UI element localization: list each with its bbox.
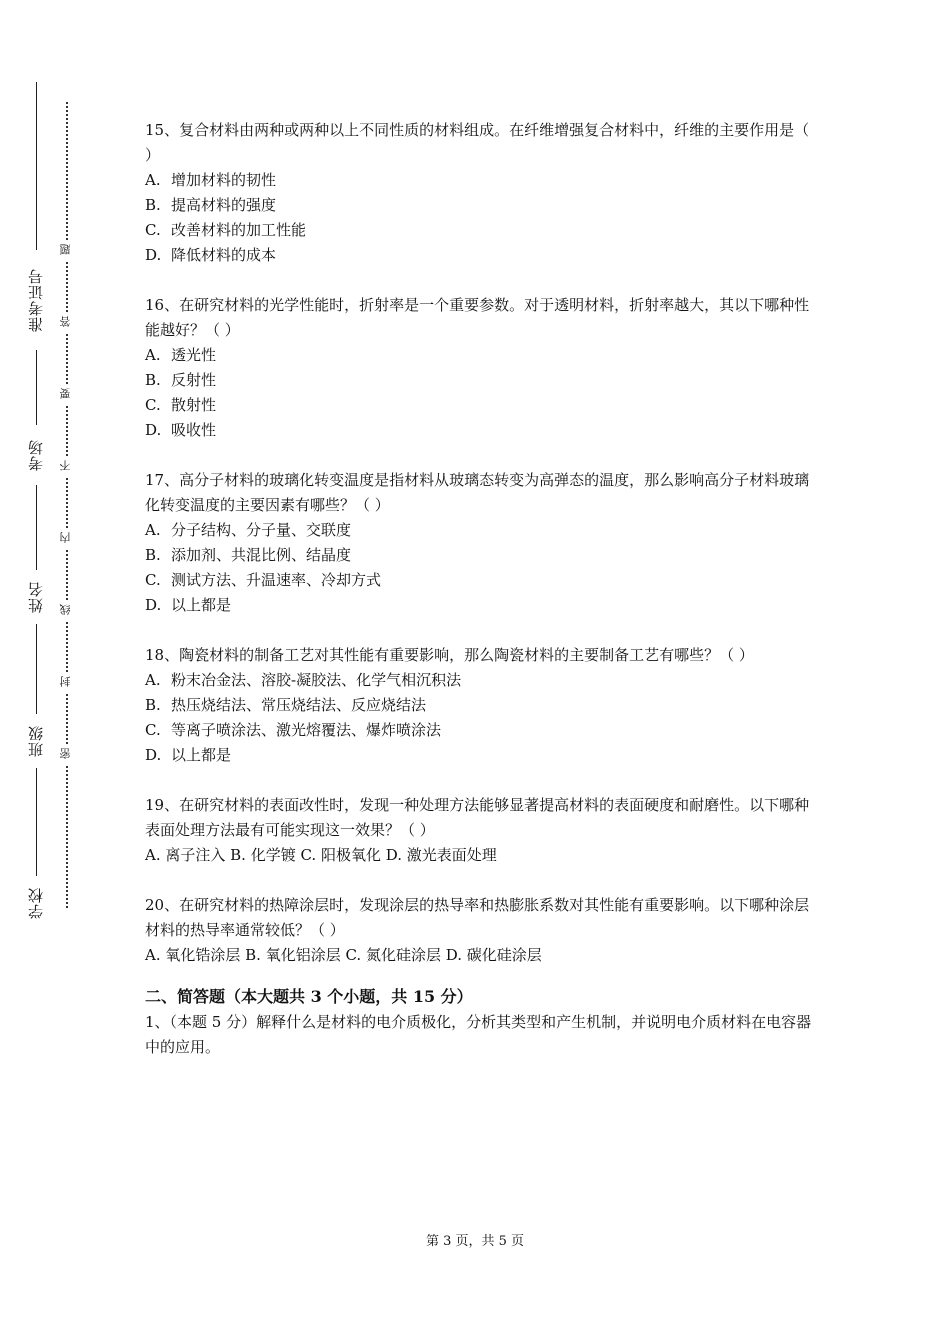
option-text: 分子结构、分子量、交联度: [171, 521, 352, 539]
question-stem: 20、在研究材料的热障涂层时，发现涂层的热导率和热膨胀系数对其性能有重要影响。以下哪种涂层材料的热导率通常较低？（ ）: [145, 896, 810, 939]
seal-char: 不: [58, 456, 74, 476]
option-a: [145, 668, 817, 693]
seal-char: 封: [58, 672, 74, 692]
option-text: 透光性: [171, 346, 217, 364]
option-b: [145, 543, 817, 568]
option-d: [145, 743, 817, 768]
short-answer-question-1: 1、（本题 5 分）解释什么是材料的电介质极化，分析其类型和产生机制，并说明电介质材料在电容器中的应用。: [145, 1013, 812, 1056]
option-a: [145, 518, 817, 543]
exam-id-label: 准考证号: [20, 250, 52, 350]
seal-char: 要: [58, 384, 74, 404]
option-letter: C.: [145, 221, 161, 239]
option-c: [145, 218, 817, 243]
option-d: [145, 418, 817, 443]
seal-char: 答: [58, 312, 74, 332]
school-label: 学校: [20, 876, 52, 930]
option-text: 等离子喷涂法、激光熔覆法、爆炸喷涂法: [171, 721, 442, 739]
option-text: 吸收性: [171, 421, 217, 439]
question-17: [145, 468, 817, 618]
option-text: 增加材料的韧性: [171, 171, 277, 189]
binding-solid-line: [36, 82, 37, 920]
option-b: [145, 193, 817, 218]
option-letter: D.: [145, 596, 162, 614]
option-letter: D.: [145, 246, 162, 264]
option-a: [145, 168, 817, 193]
room-label: 考场: [20, 425, 52, 485]
question-stem: 17、高分子材料的玻璃化转变温度是指材料从玻璃态转变为高弹态的温度，那么影响高分子材料玻璃化转变温度的主要因素有哪些？（ ）: [145, 471, 810, 514]
question-15: [145, 118, 817, 268]
exam-content: [145, 118, 817, 1060]
option-letter: B.: [145, 371, 161, 389]
option-letter: C.: [145, 721, 161, 739]
seal-char: 内: [58, 528, 74, 548]
inline-options: A. 氧化锆涂层 B. 氧化铝涂层 C. 氮化硅涂层 D. 碳化硅涂层: [145, 946, 542, 964]
option-letter: A.: [145, 346, 161, 364]
question-stem: 15、复合材料由两种或两种以上不同性质的材料组成。在纤维增强复合材料中，纤维的主要作用是（ ）: [145, 121, 810, 164]
page-number: 第 3 页，共 5 页: [425, 1234, 525, 1249]
question-16: [145, 293, 817, 443]
option-text: 改善材料的加工性能: [171, 221, 307, 239]
seal-dotted-line: [66, 102, 68, 908]
seal-char: 密: [58, 744, 74, 764]
option-text: 降低材料的成本: [171, 246, 277, 264]
option-b: [145, 368, 817, 393]
option-d: [145, 243, 817, 268]
option-text: 提高材料的强度: [171, 196, 277, 214]
seal-char: 题: [58, 240, 74, 260]
option-letter: B.: [145, 546, 161, 564]
question-stem: 19、在研究材料的表面改性时，发现一种处理方法能够显著提高材料的表面硬度和耐磨性。以下哪种表面处理方法最有可能实现这一效果？（ ）: [145, 796, 810, 839]
option-letter: A.: [145, 671, 161, 689]
option-d: [145, 593, 817, 618]
class-label: 班级: [20, 714, 52, 768]
option-text: 反射性: [171, 371, 217, 389]
option-letter: A.: [145, 521, 161, 539]
option-text: 添加剂、共混比例、结晶度: [171, 546, 352, 564]
option-text: 热压烧结法、常压烧结法、反应烧结法: [171, 696, 427, 714]
option-text: 以上都是: [171, 596, 232, 614]
option-c: [145, 393, 817, 418]
option-letter: B.: [145, 196, 161, 214]
option-letter: B.: [145, 696, 161, 714]
option-letter: D.: [145, 746, 162, 764]
option-letter: A.: [145, 171, 161, 189]
option-letter: C.: [145, 396, 161, 414]
question-stem: 16、在研究材料的光学性能时，折射率是一个重要参数。对于透明材料，折射率越大，其以下哪种性能越好？（ ）: [145, 296, 810, 339]
option-c: [145, 718, 817, 743]
option-letter: C.: [145, 571, 161, 589]
option-text: 以上都是: [171, 746, 232, 764]
question-stem: 18、陶瓷材料的制备工艺对其性能有重要影响，那么陶瓷材料的主要制备工艺有哪些？（ ）: [145, 646, 754, 664]
question-20: [145, 893, 817, 968]
option-b: [145, 693, 817, 718]
option-a: [145, 343, 817, 368]
option-letter: D.: [145, 421, 162, 439]
option-text: 散射性: [171, 396, 217, 414]
option-c: [145, 568, 817, 593]
option-text: 测试方法、升温速率、冷却方式: [171, 571, 382, 589]
question-18: [145, 643, 817, 768]
question-19: [145, 793, 817, 868]
name-label: 姓名: [20, 570, 52, 624]
section-title: 二、简答题（本大题共 3 个小题，共 15 分）: [145, 987, 473, 1006]
inline-options: A. 离子注入 B. 化学镀 C. 阳极氧化 D. 激光表面处理: [145, 846, 497, 864]
seal-char: 线: [58, 600, 74, 620]
option-text: 粉末冶金法、溶胶-凝胶法、化学气相沉积法: [171, 671, 462, 689]
